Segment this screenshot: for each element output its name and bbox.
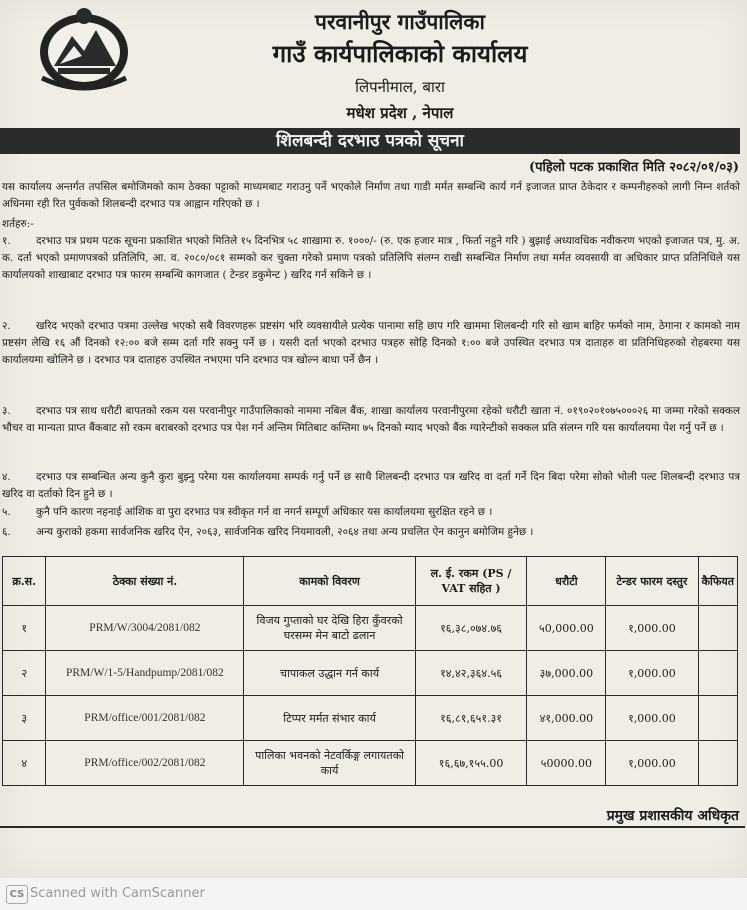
cell-tender-fee: १,000.00: [606, 696, 698, 741]
condition-text: खरिद भएको दरभाउ पत्रमा उल्लेख भएको सबै विवरणहरू प्रष्टसंग भरि व्यवसायीले प्रत्येक पानामा सहि छाप गरि खाममा शिलबन्दी गरि सो खाम बाहिर फर्मको नाम, ठेगाना र कामको नाम प्रष्टसंग लेखि १६ औं दिनको १२:०० बजे सम्म दर्ता गरि सक्नु पर्ने छ । यसरी दर्ता भएको दरभाउ पत्रहरु सोहि दिनको १:०० बजे उपस्थित दरभाउ पत्र दाताहरु वा प्रतिनिधिहरुको रोहबरमा यस कार्यालयमा खोलिने छ । दरभाउ पत्र दाताहरु उपस्थित नभएमा पनि दरभाउ पत्र खोल्न बाधा पर्ने छैन ।: [2, 320, 740, 366]
camscanner-logo-icon: CS: [6, 885, 28, 904]
cell-deposit: ५0,000.00: [527, 606, 606, 651]
cell-estimated-amount: १६,३८,०७४.७६: [415, 606, 527, 651]
condition-number: ३.: [2, 405, 11, 417]
divider: [0, 826, 745, 828]
col-header-contract-no: ठेक्का संख्या नं.: [46, 557, 244, 606]
published-date: (पहिलो पटक प्रकाशित मिति २०८२/०१/०३): [528, 160, 739, 175]
cell-deposit: ४१,000.00: [527, 696, 606, 741]
cell-deposit: ५0000.00: [527, 741, 606, 786]
cell-tender-fee: १,000.00: [606, 651, 698, 696]
notice-title: शिलबन्दी दरभाउ पत्रको सूचना: [0, 128, 740, 154]
condition-number: ६.: [2, 526, 11, 538]
scanner-watermark-text: Scanned with CamScanner: [30, 886, 205, 901]
address-line-2: मधेश प्रदेश , नेपाल: [346, 104, 454, 122]
table-header-row: [3, 557, 738, 606]
condition-2: [2, 318, 740, 369]
condition-6: [2, 524, 740, 541]
cell-work-description: टिप्पर मर्मत संभार कार्य: [244, 696, 415, 741]
cell-estimated-amount: १६,६७,१५५.00: [415, 741, 527, 786]
cell-remarks: [698, 651, 737, 696]
condition-text: दरभाउ पत्र सम्बन्धित अन्य कुनै कुरा बुझ्नु परेमा यस कार्यालयमा सम्पर्क गर्नु पर्ने छ साथै शिलबन्दी दरभाउ पत्र खरिद वा दर्ता गर्ने दिन बिदा परेमा सोको भोली पल्ट शिलबन्दी दरभाउ पत्र खरिद वा दर्ताको दिन हुने छ ।: [2, 471, 740, 500]
cell-sn: ४: [3, 741, 46, 786]
condition-number: ५.: [2, 506, 11, 518]
cell-work-description: विजय गुप्ताको घर देखि हिरा कुँवरको घरसम्म मेन बाटो ढलान: [244, 606, 415, 651]
cell-work-description: पालिका भवनको नेटवर्किङ्ग लगायतको कार्य: [244, 741, 415, 786]
col-header-estimated-amount: ल. ई. रकम (PS / VAT सहित ): [415, 557, 527, 606]
condition-text: कुनै पनि कारण नहनाई आंशिक वा पुरा दरभाउ पत्र स्वीकृत गर्न वा नगर्न सम्पूर्ण अधिकार यस कार्यालयमा सुरक्षित रहने छ ।: [36, 506, 493, 518]
office-name: गाउँ कार्यपालिकाको कार्यालय: [272, 39, 528, 68]
cell-contract-no: PRM/office/002/2081/082: [46, 741, 244, 786]
condition-number: १.: [2, 235, 11, 247]
condition-number: ४.: [2, 471, 11, 483]
condition-text: दरभाउ पत्र प्रथम पटक सूचना प्रकाशित भएको मितिले १५ दिनभित्र ५८ शाखामा रु. १०००/- (रु. एक हजार मात्र , फिर्ता नहुने गरि ) बुझाई अध्यावधिक नवीकरण भएको इजाजत पत्र, मु. अ. क. दर्ता भएको प्रमाणपत्रको प्रतिलिपि, आ. व. २०८०/०८१ सम्मको कर चुक्ता गरेको प्रमाण पत्रको प्रतिलिपि संलग्न राखी सम्बन्धित निर्माण तथा मर्मत व्यवसायी वा अधिकार प्राप्त प्रतिनिधिले यस कार्यालयको शाखाबाट दरभाउ पत्र फारम सम्बन्धि कागजात ( टेन्डर डकुमेन्ट ) खरिद गर्न सकिने छ ।: [2, 235, 740, 281]
condition-5: [2, 504, 740, 521]
condition-3: [2, 403, 740, 437]
cell-contract-no: PRM/office/001/2081/082: [46, 696, 244, 741]
cell-estimated-amount: १४,४२,३६४.५६: [415, 651, 527, 696]
col-header-deposit: धरौटी: [527, 557, 606, 606]
signatory-title: प्रमुख प्रशासकीय अधिकृत: [606, 808, 739, 824]
cell-sn: ३: [3, 696, 46, 741]
col-header-tender-fee: टेन्डर फारम दस्तुर: [606, 557, 698, 606]
address-line-1: लिपनीमाल, बारा: [355, 78, 445, 96]
table-row: [3, 606, 738, 651]
table-row: [3, 651, 738, 696]
condition-number: २.: [2, 320, 11, 332]
col-header-sn: क्र.स.: [3, 557, 46, 606]
scanner-footer: [0, 878, 747, 910]
cell-sn: १: [3, 606, 46, 651]
condition-4: [2, 469, 740, 503]
conditions-label: शर्तहरु:-: [2, 218, 34, 230]
cell-sn: २: [3, 651, 46, 696]
condition-text: अन्य कुराको हकमा सार्वजनिक खरिद ऐन, २०६३, सार्वजनिक खरिद नियमावली, २०६४ तथा अन्य प्रचलित ऐन कानुन बमोजिम हुनेछ ।: [36, 526, 534, 538]
condition-1: [2, 233, 740, 284]
cell-work-description: चापाकल उद्धान गर्न कार्य: [244, 651, 415, 696]
condition-text: दरभाउ पत्र साथ धरौटी बापतको रकम यस परवानीपुर गाउँपालिकाको नाममा नबिल बैंक, शाखा कार्यालय परवानीपुरमा रहेको धरौटी खाता नं. ०१९०२०१०७५०००२६ मा जम्मा गरेको सक्कल भौचर वा मान्यता प्राप्त बैंकबाट सो रकम बराबरको दरभाउ पत्र पेश गर्न अन्तिम मितिबाट कम्तिमा ७५ दिनको म्याद भएको बैंक ग्यारेन्टीको सक्कल प्रति संलग्न गरि यस कार्यालयमा पेश गर्नु पर्ने छ ।: [2, 405, 740, 434]
table-row: [3, 696, 738, 741]
nepal-emblem-logo: [34, 6, 134, 94]
intro-paragraph: यस कार्यालय अन्तर्गत तपसिल बमोजिमको काम ठेक्का पट्टाको माध्यमबाट गराउनु पर्ने भएकोले निर्माण तथा गाडी मर्मत सम्बन्धि कार्य गर्न इजाजत प्राप्त ठेकेदार र कम्पनीहरुको लागी निम्न शर्तको अधिनमा रही रित पुर्वकको शिलबन्दी दरभाउ पत्र आह्वान गरिएको छ ।: [2, 181, 740, 210]
cell-tender-fee: १,000.00: [606, 606, 698, 651]
cell-deposit: ३७,000.00: [527, 651, 606, 696]
municipality-name: परवानीपुर गाउँपालिका: [315, 9, 485, 34]
cell-remarks: [698, 741, 737, 786]
cell-tender-fee: १,000.00: [606, 741, 698, 786]
col-header-work-description: कामको विवरण: [244, 557, 415, 606]
cell-estimated-amount: १६,८१,६५१.३१: [415, 696, 527, 741]
col-header-remarks: कैफियत: [698, 557, 737, 606]
cell-remarks: [698, 606, 737, 651]
cell-contract-no: PRM/W/1-5/Handpump/2081/082: [46, 651, 244, 696]
cell-remarks: [698, 696, 737, 741]
tender-table: [2, 556, 738, 786]
cell-contract-no: PRM/W/3004/2081/082: [46, 606, 244, 651]
table-row: [3, 741, 738, 786]
